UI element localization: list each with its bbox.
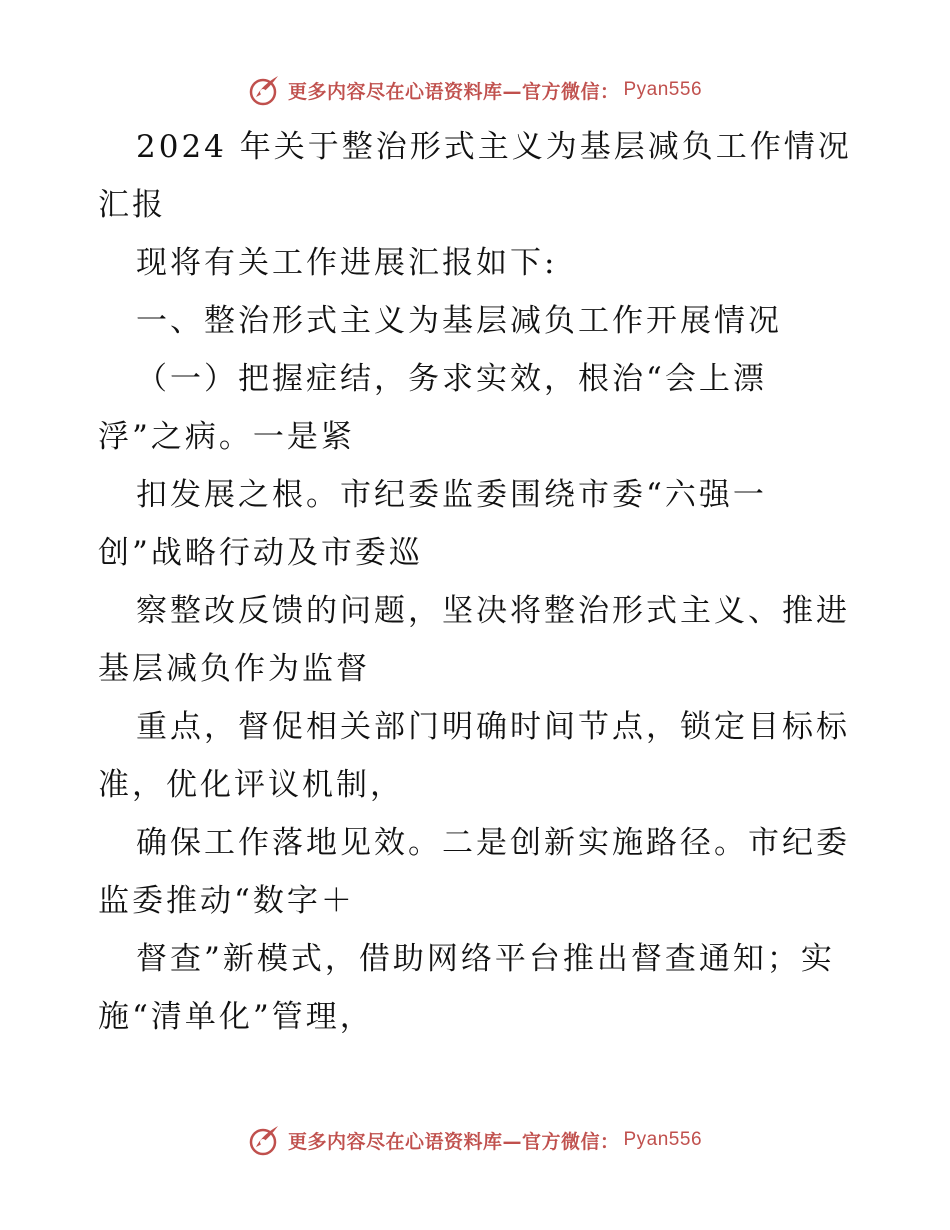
text-line: （一）把握症结，务求实效，根治“会上漂 <box>136 361 767 397</box>
text-line: 浮”之病。一是紧 <box>98 419 355 455</box>
title-line-1: 2024 年关于整治形式主义为基层减负工作情况 <box>136 129 852 165</box>
document-body <box>98 118 858 1046</box>
text-line: 扣发展之根。市纪委监委围绕市委“六强一 <box>136 477 767 513</box>
title-line-2: 汇报 <box>98 187 166 223</box>
text-line: 确保工作落地见效。二是创新实施路径。市纪委 <box>136 825 850 861</box>
text-line: 准，优化评议机制， <box>98 767 404 803</box>
section-heading: 一、整治形式主义为基层减负工作开展情况 <box>136 303 782 339</box>
quill-logo-icon <box>248 1123 282 1157</box>
text-line: 督查”新模式，借助网络平台推出督查通知；实 <box>136 941 835 977</box>
wechat-id: Pyan556 <box>623 79 703 100</box>
text-line: 施“清单化”管理， <box>98 999 374 1035</box>
header-watermark <box>0 70 950 110</box>
quill-logo-icon <box>248 73 282 107</box>
text-line: 基层减负作为监督 <box>98 651 370 687</box>
text-line: 监委推动“数字＋ <box>98 883 355 919</box>
watermark-text: 更多内容尽在心语资料库—官方微信： <box>287 1130 620 1153</box>
text-line: 察整改反馈的问题，坚决将整治形式主义、推进 <box>136 593 850 629</box>
text-line: 现将有关工作进展汇报如下: <box>136 245 558 281</box>
wechat-id: Pyan556 <box>623 1129 703 1150</box>
text-line: 创”战略行动及市委巡 <box>98 535 423 571</box>
text-line: 重点，督促相关部门明确时间节点，锁定目标标 <box>136 709 850 745</box>
watermark-text: 更多内容尽在心语资料库—官方微信： <box>287 80 620 103</box>
footer-watermark <box>0 1120 950 1160</box>
